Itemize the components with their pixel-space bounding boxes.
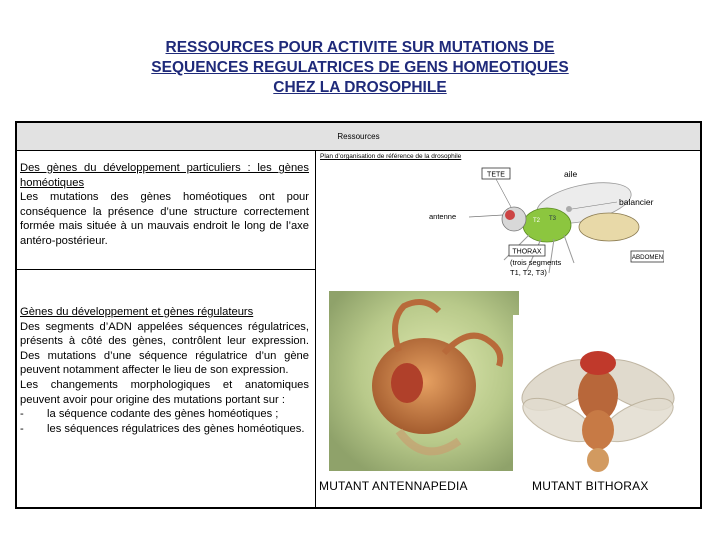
label-balancier: balancier	[619, 197, 654, 207]
list-bullet: -	[20, 422, 24, 435]
head	[580, 351, 616, 375]
page-title	[40, 38, 680, 98]
column-divider	[315, 151, 316, 507]
list-item	[20, 422, 309, 437]
caption-antennapedia: MUTANT ANTENNAPEDIA	[319, 479, 468, 493]
label-thorax: THORAX	[512, 248, 542, 256]
section-2-body-2: Les changements morphologiques et anatomiques peuvent avoir pour origine des mutations portant sur :	[20, 378, 309, 406]
head-shape	[502, 207, 526, 231]
label-aile: aile	[564, 169, 578, 179]
label-tete: TETE	[487, 171, 505, 179]
bithorax-photo	[513, 315, 683, 473]
section-homeotic-genes	[20, 161, 309, 249]
second-thorax	[582, 410, 614, 450]
antennapedia-photo	[329, 291, 519, 471]
caption-bithorax: MUTANT BITHORAX	[532, 479, 649, 493]
table-header: Ressources	[17, 123, 700, 151]
label-antenne: antenne	[429, 212, 457, 221]
list-item-text: les séquences régulatrices des gènes homéotiques.	[47, 422, 305, 435]
title-line-2: SEQUENCES REGULATRICES DE GENS HOMEOTIQUES	[151, 59, 569, 76]
label-abdomen: ABDOMEN	[631, 254, 664, 261]
section-1-body: Les mutations des gènes homéotiques ont pour conséquence la présence d’une structure correctement formée mais située à un mauvais endroit le long de l’axe antéro-postérieur.	[20, 191, 309, 247]
resources-table	[15, 121, 702, 509]
drosophila-diagram	[409, 165, 664, 283]
antenna-pointer	[469, 215, 503, 217]
halter-shape	[566, 206, 572, 212]
list-item	[20, 407, 309, 422]
section-regulatory-genes	[20, 305, 309, 436]
title-line-3: CHEZ LA DROSOPHILE	[273, 79, 447, 96]
section-2-body-1: Des segments d’ADN appelées séquences régulatrices, présents à côté des gènes, contrôlent leur expression. Des mutations d’une séquence régulatrice d’un gène peuvent notamment affecter le lieu de son expression.	[20, 320, 309, 377]
label-t2: T2	[533, 218, 541, 224]
tete-pointer	[496, 179, 511, 207]
section-2-heading: Gènes du développement et gènes régulateurs	[20, 306, 254, 318]
list-bullet: -	[20, 408, 24, 421]
abdomen	[587, 448, 609, 472]
list-item-text: la séquence codante des gènes homéotiques ;	[47, 408, 279, 421]
title-line-1: RESSOURCES POUR ACTIVITE SUR MUTATIONS DE	[165, 39, 555, 56]
abdomen-shape	[579, 213, 639, 241]
thorax-shape	[523, 208, 571, 242]
section-1-heading: Des gènes du développement particuliers : les gènes homéotiques	[20, 162, 309, 189]
label-thorax-sub-2: T1, T2, T3)	[510, 268, 547, 277]
label-thorax-sub-1: (trois segments	[510, 258, 562, 267]
row-divider	[17, 269, 315, 270]
label-t3: T3	[549, 216, 557, 222]
eye-shape	[505, 210, 515, 220]
fly-head	[372, 338, 476, 434]
fly-eye	[391, 363, 423, 403]
plan-title: Plan d’organisation de référence de la drosophile	[320, 153, 462, 160]
